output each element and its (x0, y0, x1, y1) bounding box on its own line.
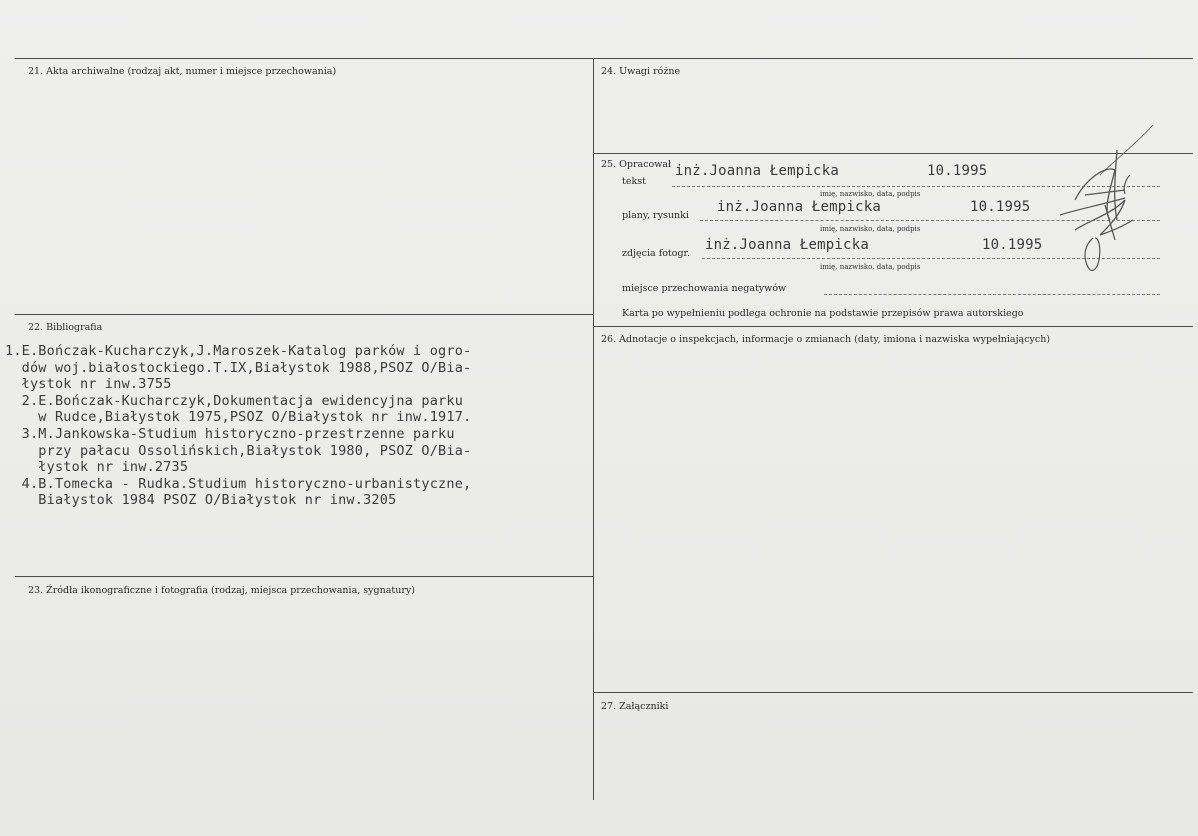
bibliography-line: 1.E.Bończak-Kucharczyk,J.Maroszek-Katalog parków i ogro- (5, 343, 472, 359)
section-24-label: 24. Uwagi różne (601, 66, 681, 77)
divider-22-23 (15, 576, 593, 577)
bibliography-line: łystok nr inw.3755 (5, 376, 172, 393)
section-21-label: 21. Akta archiwalne (rodzaj akt, numer i miejsce przechowania) (28, 66, 337, 77)
negatywy-line (824, 294, 1160, 295)
plany-label: plany, rysunki (622, 210, 689, 221)
section-27-label: 27. Załączniki (601, 701, 669, 712)
signature-scribble (1055, 120, 1165, 280)
tekst-author: inż.Joanna Łempicka (675, 163, 839, 179)
section-23-label: 23. Źródła ikonograficzne i fotografia (rodzaj, miejsca przechowania, sygnatury) (28, 585, 415, 596)
tekst-hint: imię, nazwisko, data, podpis (820, 190, 921, 198)
divider-25-26 (593, 326, 1193, 327)
plany-hint: imię, nazwisko, data, podpis (820, 225, 921, 233)
top-border-line (15, 58, 1193, 59)
zdjecia-hint: imię, nazwisko, data, podpis (820, 263, 921, 271)
bibliography-line: 2.E.Bończak-Kucharczyk,Dokumentacja ewidencyjna parku (5, 392, 464, 409)
tekst-date: 10.1995 (927, 163, 988, 179)
bibliography-line: łystok nr inw.2735 (5, 459, 189, 476)
copyright-note: Karta po wypełnieniu podlega ochronie na podstawie przepisów prawa autorskiego (622, 308, 1024, 319)
bibliography-list (5, 343, 585, 509)
bibliography-line: przy pałacu Ossolińskich,Białystok 1980, PSOZ O/Bia- (5, 442, 472, 459)
bibliography-line: 3.M.Jankowska-Studium historyczno-przestrzenne parku (5, 425, 455, 442)
plany-author: inż.Joanna Łempicka (717, 199, 881, 215)
center-divider (593, 58, 594, 800)
divider-26-27 (593, 692, 1193, 693)
zdjecia-label: zdjęcia fotogr. (622, 248, 691, 259)
bibliography-line: 4.B.Tomecka - Rudka.Studium historyczno-urbanistyczne, (5, 475, 472, 492)
zdjecia-date: 10.1995 (982, 237, 1043, 253)
divider-21-22 (15, 314, 593, 315)
bibliography-line: Białystok 1984 PSOZ O/Białystok nr inw.3205 (5, 492, 397, 509)
section-25-label: 25. Opracował (601, 159, 672, 170)
zdjecia-author: inż.Joanna Łempicka (705, 237, 869, 253)
section-22-label: 22. Bibliografia (28, 322, 103, 333)
bibliography-line: dów woj.białostockiego.T.IX,Białystok 1988,PSOZ O/Bia- (5, 359, 472, 376)
plany-date: 10.1995 (970, 199, 1031, 215)
section-26-label: 26. Adnotacje o inspekcjach, informacje o zmianach (daty, imiona i nazwiska wypełniających) (601, 334, 1051, 345)
bibliography-line: w Rudce,Białystok 1975,PSOZ O/Białystok nr inw.1917. (5, 409, 472, 426)
negatywy-label: miejsce przechowania negatywów (622, 283, 787, 294)
tekst-label: tekst (622, 176, 646, 187)
